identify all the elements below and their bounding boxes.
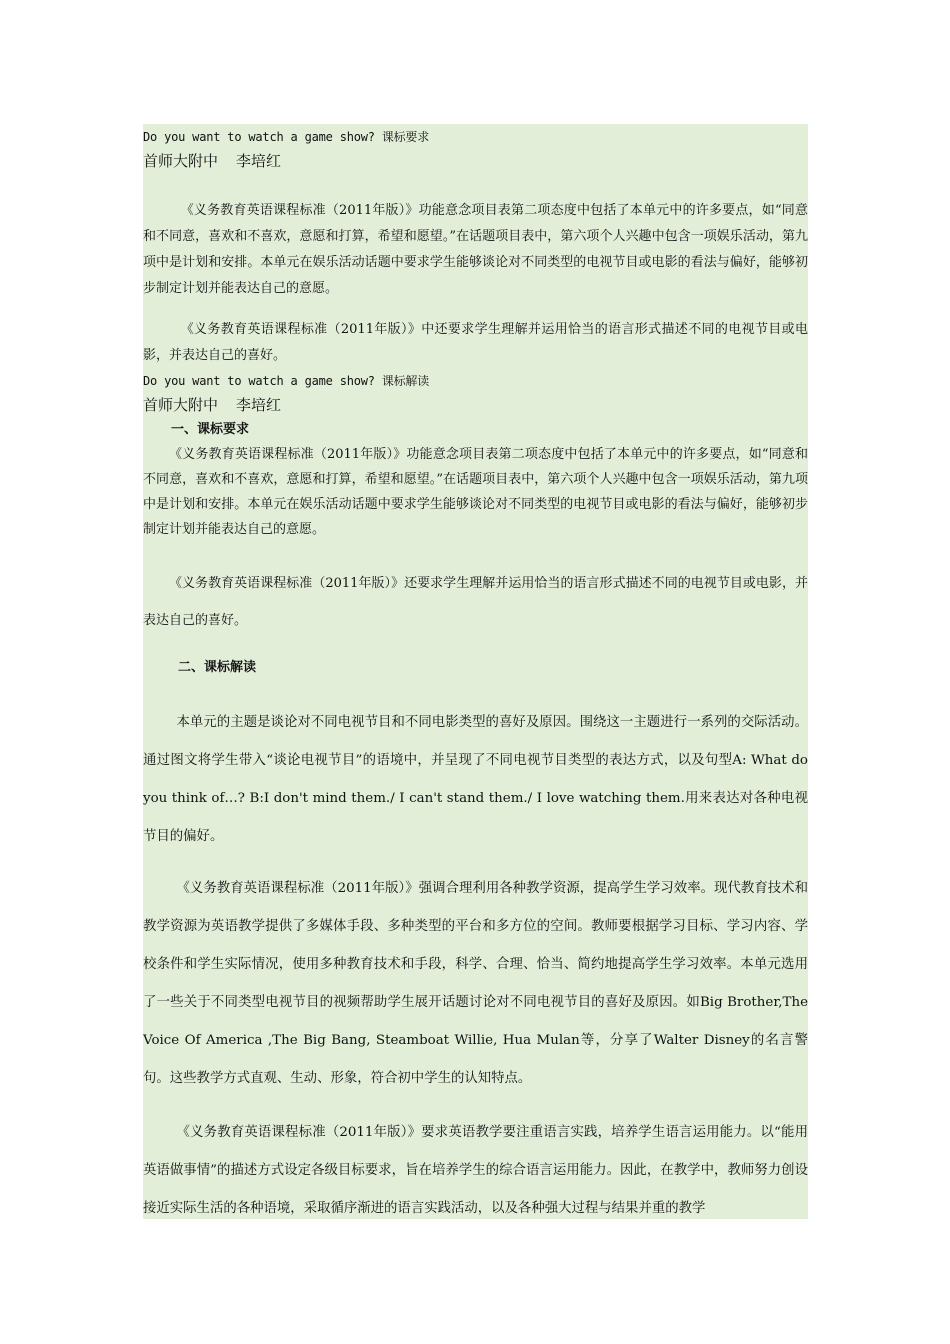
section-heading-2: 二、课标解读 xyxy=(178,660,257,675)
paragraph: 《义务教育英语课程标准（2011年版）》功能意念项目表第二项态度中包括了本单元中的许多要点，如“同意和不同意，喜欢和不喜欢，意愿和打算，希望和愿望。”在话题项目表中，第六项个人兴趣中包含一项娱乐活动，第九项中是计划和安排。本单元在娱乐活动话题中要求学生能够谈论对不同类型的电视节目或电影的看法与偏好，能够初步制定计划并能表达自己的意愿。 xyxy=(143,203,808,296)
section-heading-1: 一、课标要求 xyxy=(171,422,250,437)
author-school: 首师大附中 xyxy=(143,152,219,170)
author-name: 李培红 xyxy=(236,152,282,170)
author-school: 首师大附中 xyxy=(143,396,219,414)
doc-title-2: Do you want to watch a game show? 课标解读 xyxy=(143,374,430,388)
paragraph: 本单元的主题是谈论对不同电视节目和不同电影类型的喜好及原因。围绕这一主题进行一系列的交际活动。通过图文将学生带入“谈论电视节目”的语境中，并呈现了不同电视节目类型的表达方式，以及句型A: What do you think of…? B:I don't mind them./ I can't stand them./ I love watching them.用来表达对各种电视节目的偏好。 xyxy=(143,715,808,844)
author-name: 李培红 xyxy=(236,396,282,414)
author-line-1 xyxy=(143,148,281,174)
paragraph: 《义务教育英语课程标准（2011年版）》功能意念项目表第二项态度中包括了本单元中的许多要点，如“同意和不同意，喜欢和不喜欢，意愿和打算，希望和愿望。”在话题项目表中，第六项个人兴趣中包含一项娱乐活动，第九项中是计划和安排。本单元在娱乐活动话题中要求学生能够谈论对不同类型的电视节目或电影的看法与偏好，能够初步制定计划并能表达自己的意愿。 xyxy=(143,447,808,537)
paragraph: 《义务教育英语课程标准（2011年版）》中还要求学生理解并运用恰当的语言形式描述不同的电视节目或电影，并表达自己的喜好。 xyxy=(143,322,808,363)
paragraph: 《义务教育英语课程标准（2011年版）》还要求学生理解并运用恰当的语言形式描述不同的电视节目或电影，并表达自己的喜好。 xyxy=(143,576,808,628)
paragraph: 《义务教育英语课程标准（2011年版）》强调合理利用各种教学资源，提高学生学习效率。现代教育技术和教学资源为英语教学提供了多媒体手段、多种类型的平台和多方位的空间。教师要根据学习目标、学习内容、学校条件和学生实际情况，使用多种教育技术和手段，科学、合理、恰当、简约地提高学生学习效率。本单元选用了一些关于不同类型电视节目的视频帮助学生展开话题讨论对不同电视节目的喜好及原因。如Big Brother,The Voice Of America ,The Big Bang, Steamboat Willie, Hua Mulan等，分享了Walter Disney的名言警句。这些教学方式直观、生动、形象，符合初中学生的认知特点。 xyxy=(143,881,808,1086)
paragraph: 《义务教育英语课程标准（2011年版）》要求英语教学要注重语言实践，培养学生语言运用能力。以“能用英语做事情”的描述方式设定各级目标要求，旨在培养学生的综合语言运用能力。因此，在教学中，教师努力创设接近实际生活的各种语境，采取循序渐进的语言实践活动，以及各种强大过程与结果并重的教学 xyxy=(143,1125,808,1216)
author-line-2 xyxy=(143,392,281,418)
document-page xyxy=(143,124,808,1219)
doc-title-1: Do you want to watch a game show? 课标要求 xyxy=(143,130,430,144)
